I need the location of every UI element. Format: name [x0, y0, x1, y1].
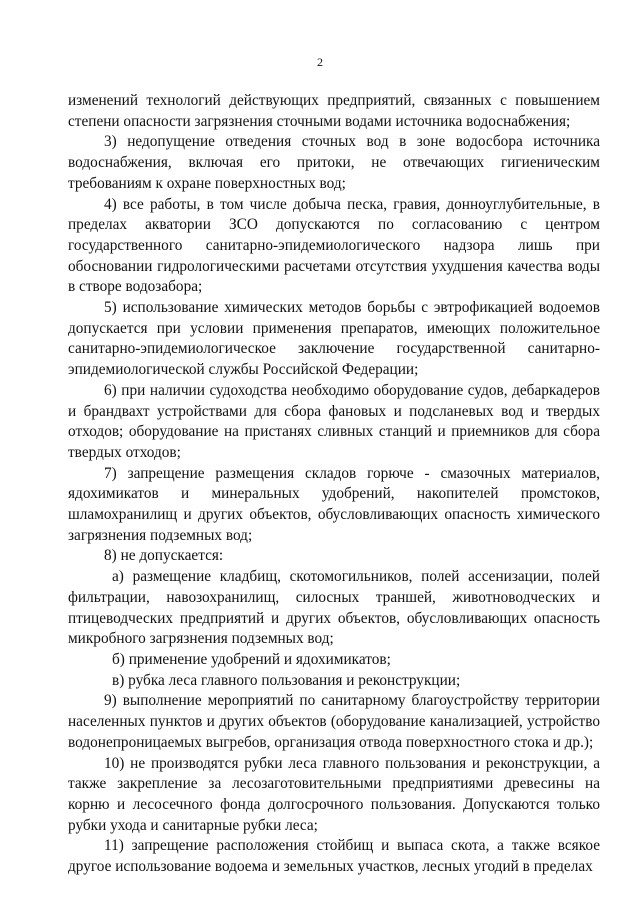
paragraph-item-6: 6) при наличии судоходства необходимо оборудование судов, дебаркадеров и брандвахт устройствами для сбора фановых и подсланевых вод и твердых отходов; оборудование на пристанях сливных станций и приемников для сбора твердых отходов;: [68, 381, 600, 461]
paragraph-subitem-v: в) рубка леса главного пользования и реконструкции;: [112, 671, 461, 689]
paragraph-item-11: 11) запрещение расположения стойбищ и выпаса скота, а также всякое другое использование водоема и земельных участков, лесных угодий в пределах: [68, 837, 600, 876]
paragraph-subitem-a: а) размещение кладбищ, скотомогильников, полей ассенизации, полей фильтрации, навозохранилищ, силосных траншей, животноводческих и птицеводческих предприятий и других объектов, обусловливающих опасность микробного загрязнения подземных вод;: [68, 568, 600, 648]
paragraph-item-9: 9) выполнение мероприятий по санитарному благоустройству территории населенных пунктов и других объектов (оборудование канализацией, устройство водонепроницаемых выгребов, организация отвода поверхностного стока и др.);: [68, 692, 600, 751]
paragraph-item-3: 3) недопущение отведения сточных вод в зоне водосбора источника водоснабжения, включая его притоки, не отвечающих гигиеническим требованиям к охране поверхностных вод;: [68, 133, 600, 192]
paragraph-subitem-b: б) применение удобрений и ядохимикатов;: [112, 650, 391, 668]
document-body: [68, 91, 600, 878]
paragraph-item-4: 4) все работы, в том числе добыча песка, гравия, донноуглубительные, в пределах акватории ЗСО допускаются по согласованию с центром государственного санитарно-эпидемиологического надзора лишь при обосновании гидрологическими расчетами отсутствия ухудшения качества воды в створе водозабора;: [68, 195, 600, 296]
paragraph-item-5: 5) использование химических методов борьбы с эвтрофикацией водоемов допускается при условии применения препаратов, имеющих положительное санитарно-эпидемиологическое заключение государственной санитарно-эпидемиологической службы Российской Федерации;: [68, 299, 600, 379]
paragraph-item-8: 8) не допускается:: [104, 547, 224, 565]
paragraph-continuation: изменений технологий действующих предприятий, связанных с повышением степени опасности загрязнения сточными водами источника водоснабжения;: [68, 92, 600, 130]
paragraph-item-10: 10) не производятся рубки леса главного пользования и реконструкции, а также закрепление за лесозаготовительными предприятиями древесины на корню и лесосечного фонда долгосрочного пользования. Допускаются только рубки ухода и санитарные рубки леса;: [68, 754, 600, 834]
paragraph-item-7: 7) запрещение размещения складов горюче - смазочных материалов, ядохимикатов и минеральных удобрений, накопителей промстоков, шламохранилищ и других объектов, обусловливающих опасность химического загрязнения подземных вод;: [68, 464, 600, 544]
page-number: 2: [317, 55, 323, 69]
